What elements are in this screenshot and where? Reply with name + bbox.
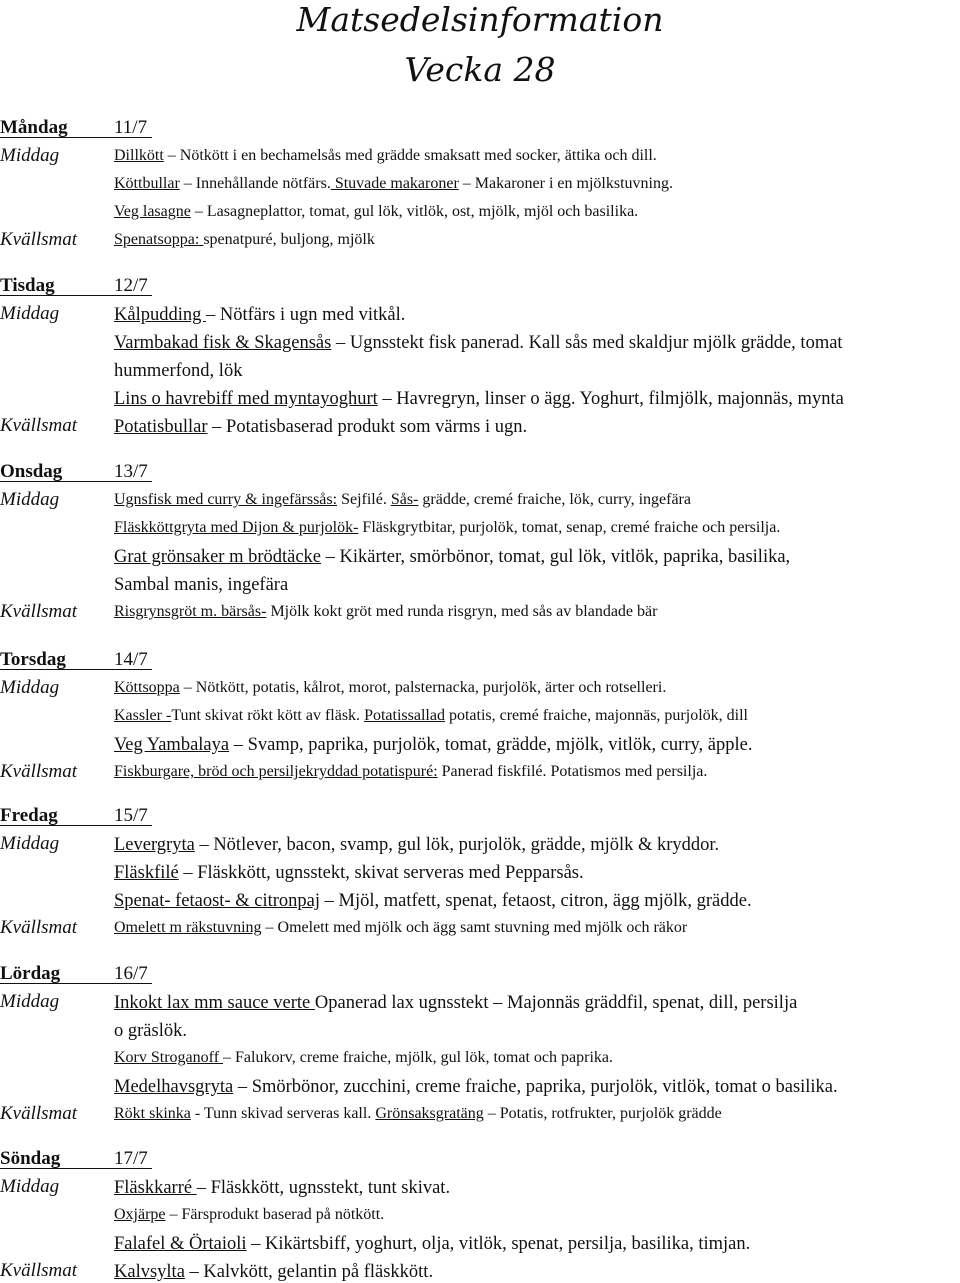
page-subtitle: Vecka 28 [404,50,556,89]
dish-description: – Omelett med mjölk och ägg samt stuvning med mjölk och räkor [261,919,688,936]
dish-description: – Svamp, paprika, purjolök, tomat, grädde, mjölk, vitlök, curry, äpple. [229,735,753,755]
dish-name: Levergryta [114,835,195,855]
dish-description: Tunt skivat rökt kött av fläsk. [171,707,365,724]
dish-description: – Mjöl, matfett, spenat, fetaost, citron, ägg mjölk, grädde. [320,891,752,911]
day-date: 15/7 [114,805,148,826]
day-name: Söndag [0,1148,61,1169]
dish-description: – Falukorv, creme fraiche, mjölk, gul lök, tomat och paprika. [223,1049,613,1066]
day-name: Tisdag [0,275,55,296]
day-date: 13/7 [114,461,148,482]
dish-description: – Nötkött, potatis, kålrot, morot, palsternacka, purjolök, ärter och rotselleri. [179,679,667,696]
menu-line [114,491,691,509]
day-header [0,1145,148,1173]
dish-name: Rökt skinka [114,1105,191,1122]
day-header [0,960,148,988]
dish-description: – Färsprodukt baserad på nötkött. [165,1206,385,1223]
kvallsmat-label: Kvällsmat [0,229,78,250]
menu-line [114,1021,187,1042]
dish-name: Potatisbullar [114,417,208,437]
menu-line [114,389,844,410]
middag-label: Middag [0,677,60,698]
dish-description: – Ugnsstekt fisk panerad. Kall sås med skaldjur mjölk grädde, tomat [331,333,843,353]
day-underline [0,983,152,984]
dish-name: Kalvsylta [114,1262,185,1282]
menu-line [114,1206,384,1224]
dish-name: Korv Stroganoff [114,1049,224,1066]
dish-name: Varmbakad fisk & Skagensås [114,333,332,353]
menu-line [114,707,748,725]
dish-name: Kassler - [114,707,172,724]
dish-name: Kålpudding [114,305,206,325]
menu-line [114,763,707,781]
menu-line [114,203,638,221]
day-date: 17/7 [114,1148,148,1169]
menu-line [114,835,719,856]
day-underline [0,137,152,138]
day-date: 16/7 [114,963,148,984]
dish-name: Dillkött [114,147,164,164]
dish-name: Lins o havrebiff med myntayoghurt [114,389,378,409]
menu-line [114,1049,613,1067]
dish-name: Oxjärpe [114,1206,166,1223]
dish-name: Fiskburgare, bröd och persiljekryddad potatispuré: [114,763,438,780]
menu-line [114,231,375,249]
dish-description: spenatpuré, buljong, mjölk [203,231,375,248]
dish-description: hummerfond, lök [114,361,243,381]
dish-name: Fläskköttgryta med Dijon & purjolök- [114,519,359,536]
menu-line [114,547,790,568]
day-underline [0,481,152,482]
dish-description: o gräslök. [114,1021,187,1041]
dish-name: Fläskfilé [114,863,179,883]
dish-description: – Fläskkött, ugnsstekt, skivat serveras med Pepparsås. [178,863,584,883]
kvallsmat-label: Kvällsmat [0,415,78,436]
day-underline [0,1168,152,1169]
dish-name: Spenatsoppa: [114,231,204,248]
dish-description: Opanerad lax ugnsstekt – Majonnäs gräddfil, spenat, dill, persilja [314,993,798,1013]
dish-description: – Havregryn, linser o ägg. Yoghurt, filmjölk, majonnäs, mynta [377,389,844,409]
day-header [0,802,148,830]
dish-description: Mjölk kokt gröt med runda risgryn, med sås av blandade bär [266,603,658,620]
day-date: 14/7 [114,649,148,670]
dish-description: Panerad fiskfilé. Potatismos med persilja. [437,763,708,780]
day-date: 11/7 [114,117,148,138]
menu-line [114,1077,838,1098]
dish-description: – Lasagneplattor, tomat, gul lök, vitlök, ost, mjölk, mjöl och basilika. [190,203,639,220]
dish-name: Potatissallad [364,707,445,724]
menu-line [114,333,843,354]
dish-name: Veg lasagne [114,203,191,220]
dish-description: Sejfilé. [337,491,391,508]
day-name: Fredag [0,805,58,826]
day-date: 12/7 [114,275,148,296]
dish-description: Sambal manis, ingefära [114,575,289,595]
middag-label: Middag [0,991,60,1012]
menu-line [114,417,527,438]
dish-description: – Potatisbaserad produkt som värms i ugn. [207,417,528,437]
day-header [0,272,148,300]
day-name: Onsdag [0,461,63,482]
dish-name: Grönsaksgratäng [375,1105,484,1122]
kvallsmat-label: Kvällsmat [0,761,78,782]
dish-description: – Fläskkött, ugnsstekt, tunt skivat. [196,1178,451,1198]
dish-name: Grat grönsaker m brödtäcke [114,547,322,567]
dish-name: Köttbullar [114,175,180,192]
dish-name: Stuvade makaroner [330,175,459,192]
page-title: Matsedelsinformation [296,0,664,39]
dish-description: – Kikärtsbiff, yoghurt, olja, vitlök, spenat, persilja, basilika, timjan. [246,1234,751,1254]
dish-name: Omelett m räkstuvning [114,919,262,936]
menu-line [114,863,584,884]
middag-label: Middag [0,489,60,510]
kvallsmat-label: Kvällsmat [0,1103,78,1124]
dish-description: – Kikärter, smörbönor, tomat, gul lök, vitlök, paprika, basilika, [321,547,791,567]
menu-line [114,1105,722,1123]
dish-description: – Nötkött i en bechamelsås med grädde smaksatt med socker, ättika och dill. [163,147,657,164]
dish-name: Spenat- fetaost- & citronpaj [114,891,321,911]
dish-description: grädde, cremé fraiche, lök, curry, ingefära [418,491,691,508]
menu-line [114,575,288,596]
day-header [0,458,148,486]
dish-description: – Nötlever, bacon, svamp, gul lök, purjolök, grädde, mjölk & kryddor. [194,835,720,855]
dish-name: Medelhavsgryta [114,1077,234,1097]
menu-line [114,519,780,537]
day-name: Torsdag [0,649,66,670]
menu-line [114,1234,750,1255]
day-underline [0,825,152,826]
dish-description: Fläskgrytbitar, purjolök, tomat, senap, cremé fraiche och persilja. [358,519,781,536]
day-name: Måndag [0,117,68,138]
dish-description: – Makaroner i en mjölkstuvning. [458,175,673,192]
dish-name: Inkokt lax mm sauce verte [114,993,315,1013]
dish-description: – Kalvkött, gelantin på fläskkött. [184,1262,434,1282]
dish-description: – Potatis, rotfrukter, purjolök grädde [483,1105,722,1122]
day-underline [0,295,152,296]
middag-label: Middag [0,833,60,854]
day-underline [0,669,152,670]
menu-line [114,175,673,193]
dish-name: Fläskkarré [114,1178,197,1198]
menu-line [114,147,657,165]
menu-line [114,1178,450,1199]
kvallsmat-label: Kvällsmat [0,601,78,622]
day-header [0,646,148,674]
dish-description: – Innehållande nötfärs. [179,175,331,192]
dish-name: Ugnsfisk med curry & ingefärssås: [114,491,338,508]
kvallsmat-label: Kvällsmat [0,1260,78,1281]
menu-line [114,735,752,756]
middag-label: Middag [0,145,60,166]
day-header [0,114,148,142]
menu-line [114,603,657,621]
dish-description: – Smörbönor, zucchini, creme fraiche, paprika, purjolök, vitlök, tomat o basilika. [233,1077,838,1097]
dish-name: Falafel & Örtaioli [114,1234,247,1254]
middag-label: Middag [0,1176,60,1197]
menu-line [114,891,752,912]
dish-name: Risgrynsgröt m. bärsås- [114,603,267,620]
dish-name: Köttsoppa [114,679,180,696]
middag-label: Middag [0,303,60,324]
menu-line [114,919,687,937]
day-name: Lördag [0,963,61,984]
menu-line [114,305,405,326]
dish-description: potatis, cremé fraiche, majonnäs, purjolök, dill [444,707,748,724]
menu-line [114,679,666,697]
menu-line [114,361,242,382]
dish-description: - Tunn skivad serveras kall. [190,1105,376,1122]
dish-name: Veg Yambalaya [114,735,230,755]
dish-name: Sås- [390,491,419,508]
menu-line [114,993,797,1014]
kvallsmat-label: Kvällsmat [0,917,78,938]
dish-description: – Nötfärs i ugn med vitkål. [205,305,406,325]
